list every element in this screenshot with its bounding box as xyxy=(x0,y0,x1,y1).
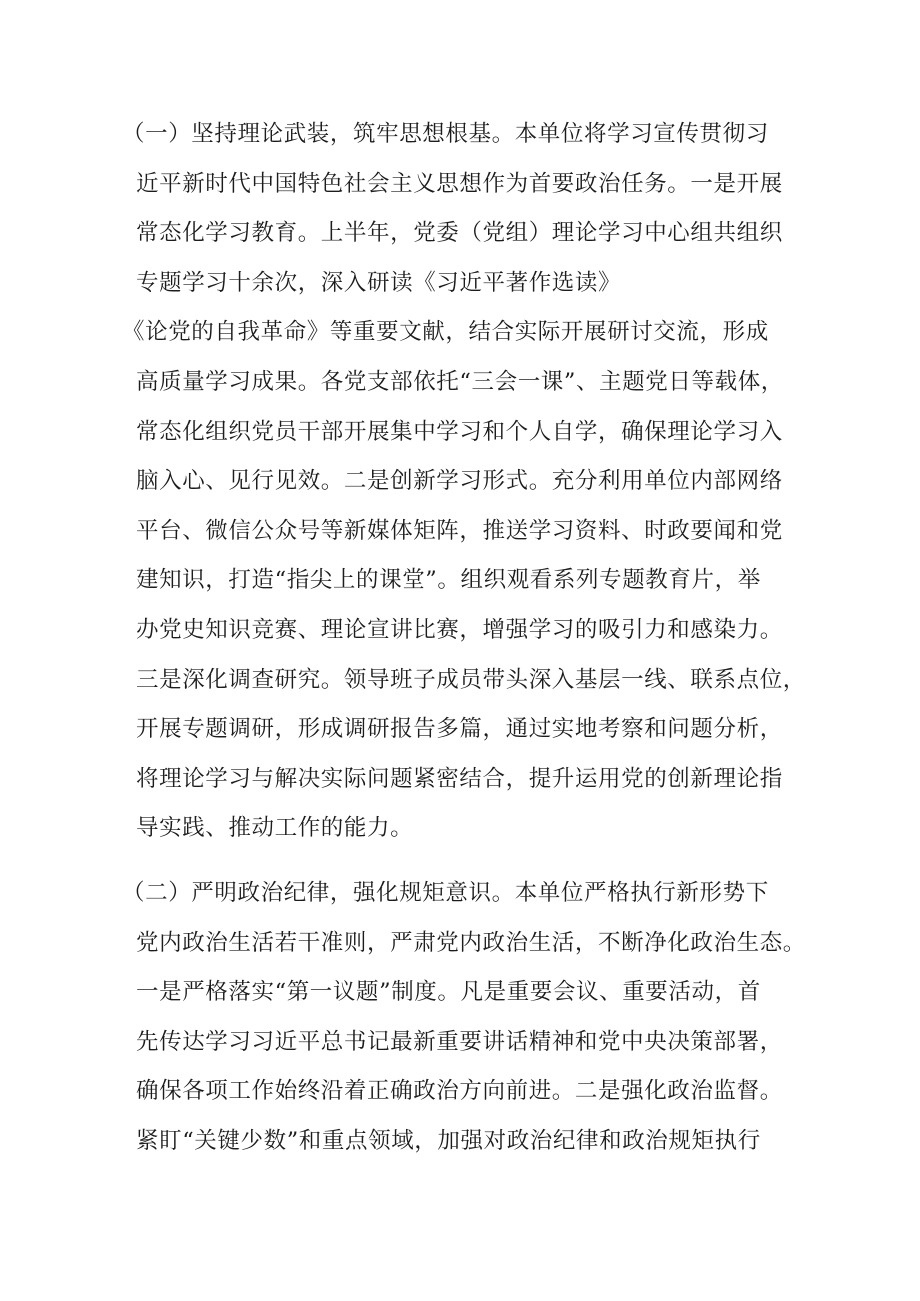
text-line: 建知识，打造“指尖上的课堂”。组织观看系列专题教育片，举 xyxy=(136,567,761,594)
text-line: 近平新时代中国特色社会主义思想作为首要政治任务。一是开展 xyxy=(136,170,783,197)
text-line: 三是深化调查研究。领导班子成员带头深入基层一线、联系点位， xyxy=(136,666,806,693)
text-line: 平台、微信公众号等新媒体矩阵，推送学习资料、时政要闻和党 xyxy=(136,517,783,544)
text-line: （二）严明政治纪律，强化规矩意识。本单位严格执行新形势下 xyxy=(122,880,769,906)
text-line: 将理论学习与解决实际问题紧密结合，提升运用党的创新理论指 xyxy=(136,765,783,792)
text-line: 党内政治生活若干准则，严肃党内政治生活，不断净化政治生态。 xyxy=(136,929,806,956)
text-line: 确保各项工作始终沿着正确政治方向前进。二是强化政治监督。 xyxy=(136,1078,783,1105)
text-line: 开展专题调研，形成调研报告多篇，通过实地考察和问题分析， xyxy=(136,716,783,743)
text-line: 办党史知识竞赛、理论宣讲比赛，增强学习的吸引力和感染力。 xyxy=(136,617,783,643)
text-line: 高质量学习成果。各党支部依托“三会一课”、主题党日等载体， xyxy=(136,369,784,395)
text-line: （一）坚持理论武装，筑牢思想根基。本单位将学习宣传贯彻习 xyxy=(122,121,769,147)
text-line: 常态化组织党员干部开展集中学习和个人自学，确保理论学习入 xyxy=(136,418,783,445)
text-line: 导实践、推动工作的能力。 xyxy=(136,815,414,842)
text-line: 脑入心、见行见效。二是创新学习形式。充分利用单位内部网络 xyxy=(136,468,783,495)
text-line: 一是严格落实“第一议题”制度。凡是重要会议、重要活动，首 xyxy=(136,979,761,1006)
text-line: 常态化学习教育。上半年，党委（党组）理论学习中心组共组织 xyxy=(136,220,783,247)
text-line: 先传达学习习近平总书记最新重要讲话精神和党中央决策部署， xyxy=(136,1028,783,1055)
text-line: 《论党的自我革命》等重要文献，结合实际开展研讨交流，形成 xyxy=(122,319,769,346)
text-line: 紧盯“关键少数”和重点领域，加强对政治纪律和政治规矩执行 xyxy=(136,1128,761,1154)
text-line: 专题学习十余次，深入研读《习近平著作选读》 xyxy=(136,269,622,296)
